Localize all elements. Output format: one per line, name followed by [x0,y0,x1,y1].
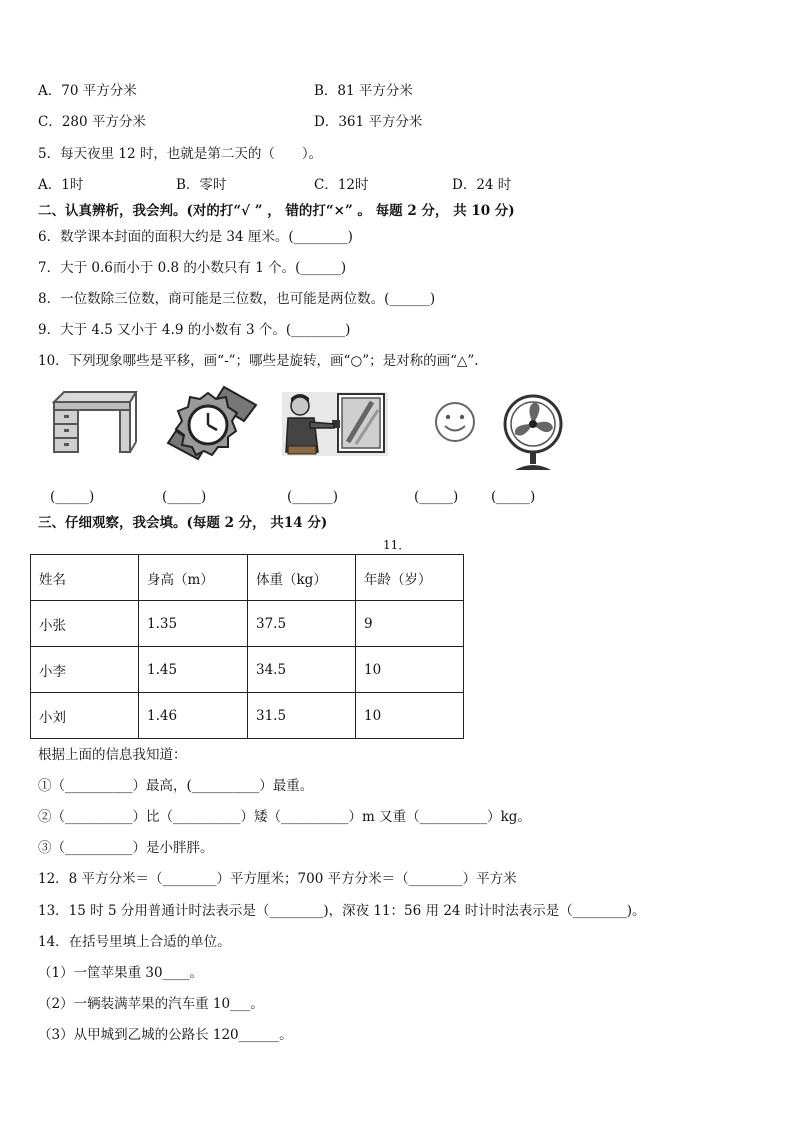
table-cell: 1.46 [139,693,248,739]
q11-table [30,554,464,739]
smiley-face-icon [432,401,478,443]
table-cell: 小李 [31,647,139,693]
table-header-cell: 年龄（岁） [356,555,464,601]
q10-blank-3: (______) [287,489,339,505]
q14-item-1: （1）一筐苹果重 30____。 [38,965,204,981]
table-row [31,693,464,739]
q9-text: 9．大于 4.5 又小于 4.9 的小数有 3 个。(________) [38,322,351,338]
watch-icon [164,385,258,465]
q11-label: 11． [383,538,411,552]
table-cell: 37.5 [248,601,356,647]
q5-option-c: C．12时 [314,177,369,193]
table-row [31,601,464,647]
q5-option-d: D．24 时 [452,177,512,193]
q10-blank-1: (_____) [50,489,95,505]
q10-blank-5: (_____) [491,489,536,505]
q10-blank-4: (_____) [414,489,459,505]
table-header-cell: 身高（m） [139,555,248,601]
q11-item-1: ①（__________）最高，(__________）最重。 [38,778,314,794]
q4-option-b: B．81 平方分米 [314,83,413,99]
section3-title: 三、仔细观察，我会填。(每题 2 分， 共14 分) [38,515,328,531]
q7-text: 7．大于 0.6而小于 0.8 的小数只有 1 个。(______) [38,260,347,276]
q11-intro: 根据上面的信息我知道： [38,747,187,763]
table-cell: 34.5 [248,647,356,693]
table-cell: 小张 [31,601,139,647]
q14-item-3: （3）从甲城到乙城的公路长 120______。 [38,1027,293,1043]
table-cell: 10 [356,693,464,739]
table-row [31,647,464,693]
table-header-row [31,555,464,601]
desk-icon [50,390,138,456]
table-cell: 1.35 [139,601,248,647]
table-cell: 9 [356,601,464,647]
q11-item-2: ②（__________）比（__________）矮（__________）m 又重（__________）kg。 [38,809,531,825]
table-cell: 10 [356,647,464,693]
q14-text: 14．在括号里填上合适的单位。 [38,934,231,950]
table-cell: 31.5 [248,693,356,739]
q4-option-c: C．280 平方分米 [38,114,146,130]
q8-text: 8．一位数除三位数，商可能是三位数，也可能是两位数。(______) [38,291,436,307]
q12-text: 12．8 平方分米＝（________）平方厘米；700 平方分米＝（________）平方米 [38,871,517,887]
q4-option-a: A．70 平方分米 [38,83,137,99]
q13-text: 13．15 时 5 分用普通计时法表示是（________)，深夜 11：56 用 24 时计时法表示是（________)。 [38,903,646,919]
table-header-cell: 体重（kg） [248,555,356,601]
q4-option-d: D．361 平方分米 [314,114,423,130]
q6-text: 6．数学课本封面的面积大约是 34 厘米。(________) [38,229,353,245]
q11-item-3: ③（__________）是小胖胖。 [38,840,214,856]
q10-blank-2: (_____) [162,489,207,505]
q14-item-2: （2）一辆装满苹果的汽车重 10___。 [38,996,264,1012]
table-cell: 1.45 [139,647,248,693]
q10-text: 10．下列现象哪些是平移，画“-”；哪些是旋转，画“○”；是对称的画“△”. [38,353,479,369]
q5-option-a: A．1时 [38,177,84,193]
electric-fan-icon [501,394,565,474]
person-window-icon [282,392,388,456]
table-cell: 小刘 [31,693,139,739]
table-header-cell: 姓名 [31,555,139,601]
q5-option-b: B．零时 [176,177,227,193]
q5-text: 5．每天夜里 12 时，也就是第二天的（ ）。 [38,146,323,162]
section2-title: 二、认真辨析，我会判。(对的打“√ ” ， 错的打“×” 。 每题 2 分， 共 10 分) [38,203,515,219]
